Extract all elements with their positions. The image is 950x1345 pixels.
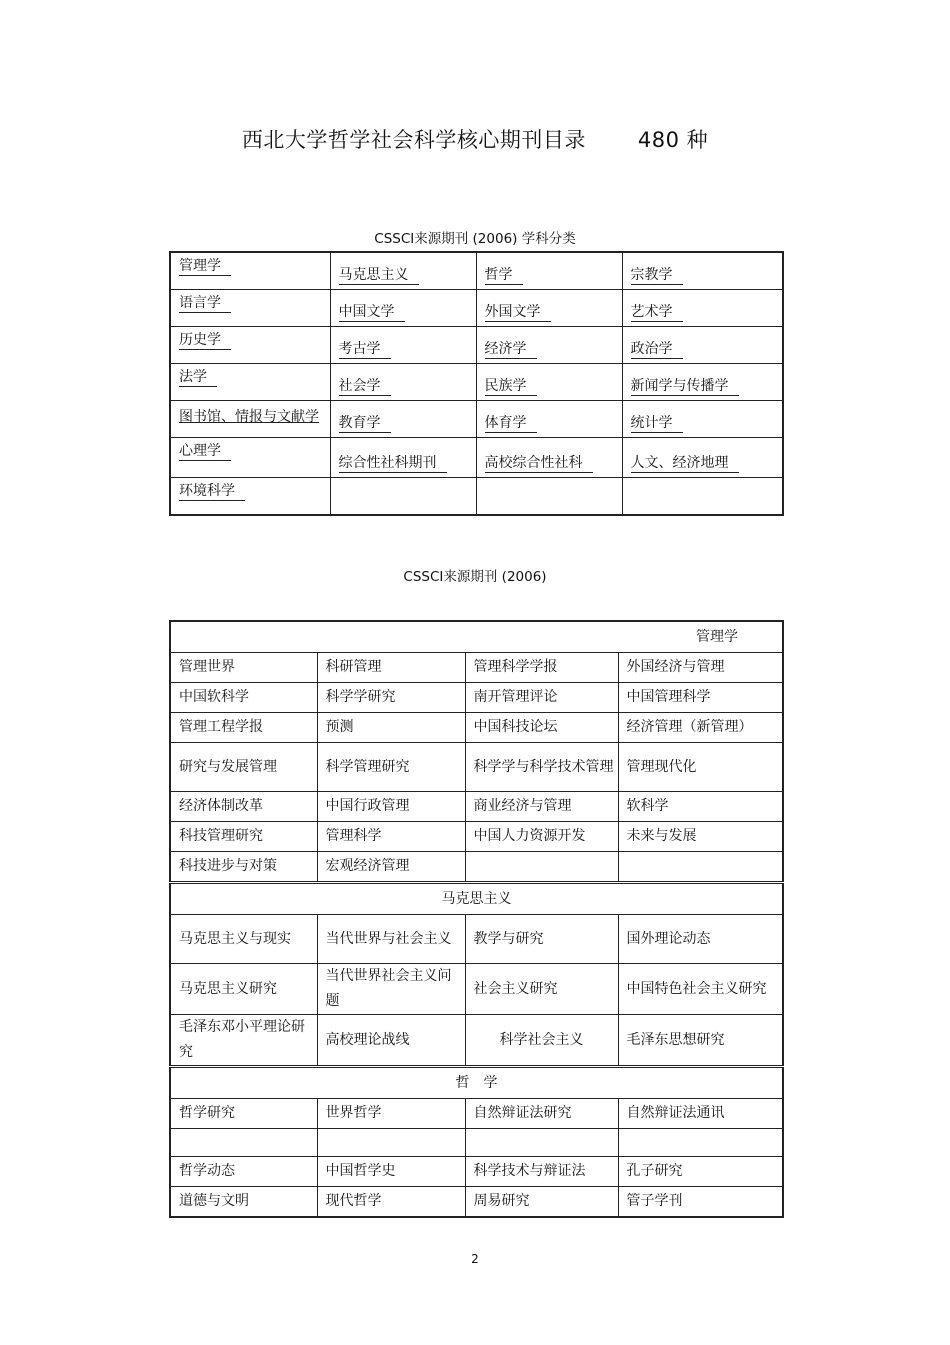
journal-cell: 中国软科学 [170, 683, 317, 713]
journal-cell: 自然辩证法通讯 [618, 1099, 783, 1129]
category-cell[interactable]: 外国文学 [485, 304, 551, 322]
table-row [170, 653, 783, 683]
journal-cell: 中国行政管理 [317, 792, 465, 822]
journal-cell: 世界哲学 [317, 1099, 465, 1129]
category-cell[interactable]: 体育学 [485, 415, 537, 433]
table-row [170, 1129, 783, 1157]
journal-cell: 道德与文明 [170, 1187, 317, 1218]
journal-cell: 科研管理 [317, 653, 465, 683]
journal-cell: 马克思主义研究 [170, 964, 317, 1015]
category-cell[interactable]: 政治学 [631, 341, 683, 359]
category-row [170, 364, 783, 401]
category-row [170, 252, 783, 290]
journal-cell: 国外理论动态 [618, 915, 783, 964]
category-cell[interactable]: 环境科学 [179, 483, 245, 501]
table-row [170, 852, 783, 883]
journal-table-caption: CSSCI来源期刊 (2006) [403, 569, 547, 585]
journal-table [169, 620, 784, 1218]
empty-cell [622, 478, 783, 516]
journal-cell: 孔子研究 [618, 1157, 783, 1187]
category-table [169, 251, 784, 516]
category-cell[interactable]: 艺术学 [631, 304, 683, 322]
category-row [170, 290, 783, 327]
category-cell[interactable]: 历史学 [179, 332, 231, 350]
journal-cell [317, 1129, 465, 1157]
section-header-philosophy: 哲 学 [170, 1067, 783, 1099]
journal-cell [465, 1129, 618, 1157]
journal-cell: 未来与发展 [618, 822, 783, 852]
category-cell[interactable]: 考古学 [339, 341, 391, 359]
table-row [170, 1099, 783, 1129]
journal-cell: 经济管理（新管理） [618, 713, 783, 743]
table-row [170, 683, 783, 713]
journal-cell: 管理科学 [317, 822, 465, 852]
category-cell[interactable]: 民族学 [485, 378, 537, 396]
journal-cell: 马克思主义与现实 [170, 915, 317, 964]
table-row [170, 743, 783, 792]
table-row [170, 792, 783, 822]
journal-cell [465, 852, 618, 883]
page-number: 2 [471, 1252, 479, 1266]
journal-cell: 科学管理研究 [317, 743, 465, 792]
category-row [170, 327, 783, 364]
journal-cell: 科技进步与对策 [170, 852, 317, 883]
journal-cell: 科学技术与辩证法 [465, 1157, 618, 1187]
journal-cell: 毛泽东邓小平理论研究 [170, 1015, 317, 1067]
category-cell[interactable]: 社会学 [339, 378, 391, 396]
journal-cell: 自然辩证法研究 [465, 1099, 618, 1129]
journal-cell [170, 1129, 317, 1157]
journal-cell [618, 1129, 783, 1157]
table-row [170, 822, 783, 852]
journal-cell: 教学与研究 [465, 915, 618, 964]
journal-cell: 毛泽东思想研究 [618, 1015, 783, 1067]
section-header-marxism: 马克思主义 [170, 883, 783, 915]
journal-cell: 南开管理评论 [465, 683, 618, 713]
category-cell[interactable]: 法学 [179, 369, 217, 387]
journal-cell: 外国经济与管理 [618, 653, 783, 683]
journal-cell: 中国科技论坛 [465, 713, 618, 743]
empty-cell [476, 478, 622, 516]
journal-cell: 中国管理科学 [618, 683, 783, 713]
journal-cell: 软科学 [618, 792, 783, 822]
journal-cell [618, 852, 783, 883]
category-cell[interactable]: 管理学 [179, 258, 231, 276]
category-cell[interactable]: 人文、经济地理 [631, 455, 739, 473]
journal-cell: 哲学研究 [170, 1099, 317, 1129]
category-cell[interactable]: 马克思主义 [339, 267, 419, 285]
table-row [170, 964, 783, 1015]
journal-cell: 中国人力资源开发 [465, 822, 618, 852]
category-cell[interactable]: 宗教学 [631, 267, 683, 285]
journal-cell: 管理工程学报 [170, 713, 317, 743]
journal-cell: 中国哲学史 [317, 1157, 465, 1187]
journal-cell: 当代世界与社会主义 [317, 915, 465, 964]
category-cell[interactable]: 心理学 [179, 443, 231, 461]
category-table-caption: CSSCI来源期刊 (2006) 学科分类 [374, 231, 576, 247]
category-cell[interactable]: 经济学 [485, 341, 537, 359]
journal-cell: 管理现代化 [618, 743, 783, 792]
journal-cell: 科学学研究 [317, 683, 465, 713]
journal-cell: 预测 [317, 713, 465, 743]
journal-cell: 研究与发展管理 [170, 743, 317, 792]
category-cell[interactable]: 教育学 [339, 415, 391, 433]
journal-cell: 科学学与科学技术管理 [465, 743, 618, 792]
category-cell[interactable]: 新闻学与传播学 [631, 378, 739, 396]
category-cell[interactable]: 语言学 [179, 295, 231, 313]
journal-cell: 科学社会主义 [465, 1015, 618, 1067]
category-cell[interactable]: 哲学 [485, 267, 523, 285]
journal-cell: 当代世界社会主义问题 [317, 964, 465, 1015]
journal-cell: 科技管理研究 [170, 822, 317, 852]
category-row [170, 438, 783, 478]
category-cell[interactable]: 综合性社科期刊 [339, 455, 447, 473]
journal-cell: 管理世界 [170, 653, 317, 683]
category-row [170, 401, 783, 438]
page-title: 西北大学哲学社会科学核心期刊目录 480 种 [241, 128, 709, 152]
category-cell[interactable]: 统计学 [631, 415, 683, 433]
table-row [170, 1187, 783, 1218]
table-row [170, 1157, 783, 1187]
table-row [170, 915, 783, 964]
journal-cell: 经济体制改革 [170, 792, 317, 822]
table-row [170, 1015, 783, 1067]
category-cell[interactable]: 中国文学 [339, 304, 405, 322]
journal-cell: 高校理论战线 [317, 1015, 465, 1067]
empty-cell [330, 478, 476, 516]
journal-cell: 现代哲学 [317, 1187, 465, 1218]
journal-cell: 社会主义研究 [465, 964, 618, 1015]
journal-cell: 商业经济与管理 [465, 792, 618, 822]
journal-cell: 中国特色社会主义研究 [618, 964, 783, 1015]
journal-cell: 管子学刊 [618, 1187, 783, 1218]
table-row [170, 713, 783, 743]
journal-cell: 管理科学学报 [465, 653, 618, 683]
category-cell[interactable]: 高校综合性社科 [485, 455, 593, 473]
journal-cell: 哲学动态 [170, 1157, 317, 1187]
journal-cell: 宏观经济管理 [317, 852, 465, 883]
section-header-management: 管理学 [170, 621, 783, 653]
journal-cell: 周易研究 [465, 1187, 618, 1218]
category-cell[interactable]: 图书馆、情报与文献学 [179, 406, 319, 423]
category-row [170, 478, 783, 516]
